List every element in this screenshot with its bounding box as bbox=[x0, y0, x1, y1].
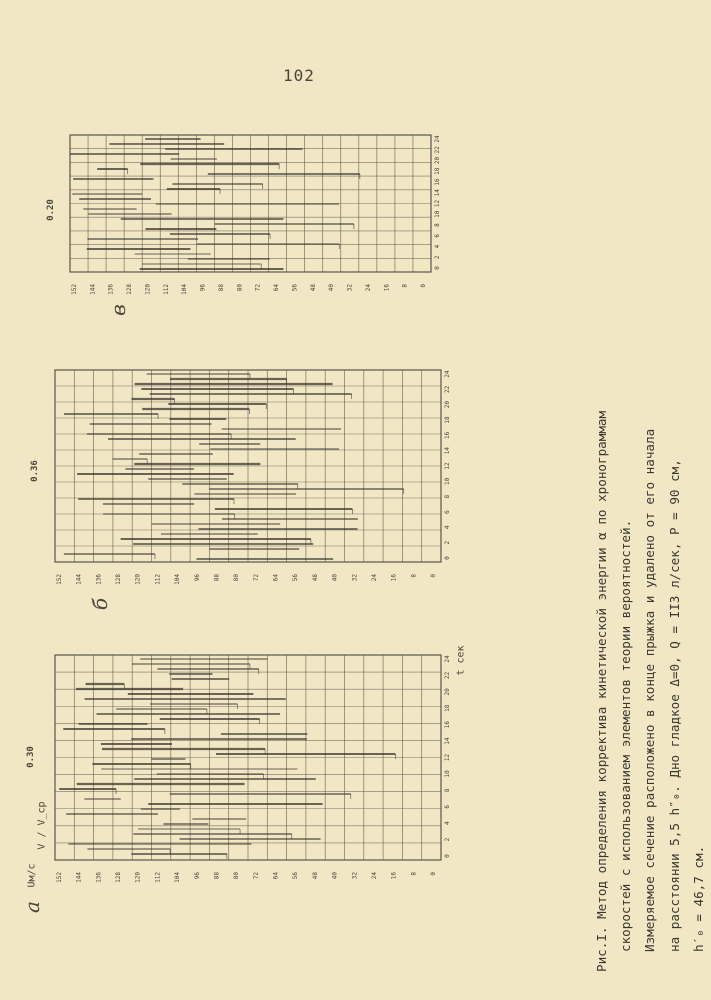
v-tick-label: 88 bbox=[213, 574, 221, 582]
panel-label-b: б bbox=[88, 597, 113, 611]
t-tick-label: 4 bbox=[444, 525, 451, 530]
v-tick-label: 152 bbox=[56, 574, 63, 585]
v-tick-label: 72 bbox=[252, 574, 260, 582]
t-tick-label: 22 bbox=[444, 671, 451, 680]
t-tick-label: 12 bbox=[444, 462, 451, 470]
t-tick-label: 16 bbox=[444, 721, 451, 729]
t-tick-label: 2 bbox=[434, 255, 441, 260]
v-tick-label: 80 bbox=[233, 574, 241, 582]
v-tick-label: 48 bbox=[309, 284, 317, 292]
t-tick-label: 0 bbox=[434, 266, 441, 270]
t-tick-label: 20 bbox=[444, 401, 451, 409]
v-tick-label: 40 bbox=[331, 872, 339, 880]
v-tick-label: 136 bbox=[107, 284, 115, 295]
v-tick-label: 88 bbox=[213, 872, 221, 880]
v-tick-label: 24 bbox=[370, 574, 378, 582]
v-tick-label: 88 bbox=[217, 284, 225, 292]
caption-line-5: h′₀ = 46,7 см. bbox=[690, 845, 706, 952]
t-tick-label: 18 bbox=[434, 167, 441, 175]
t-tick-label: 8 bbox=[444, 788, 451, 793]
v-tick-label: 120 bbox=[134, 872, 142, 883]
t-tick-label: 0 bbox=[444, 854, 451, 858]
v-tick-label: 0 bbox=[430, 872, 437, 876]
v-tick-label: 0 bbox=[420, 284, 427, 288]
chronogram-b bbox=[55, 370, 455, 585]
t-tick-label: 22 bbox=[434, 146, 441, 154]
v-tick-label: 48 bbox=[311, 872, 319, 880]
t-tick-label: 8 bbox=[444, 494, 451, 499]
v-tick-label: 8 bbox=[410, 872, 418, 876]
t-tick-label: 16 bbox=[444, 431, 451, 439]
v-tick-label: 144 bbox=[75, 574, 83, 585]
panel-value-a: 0.30 bbox=[25, 746, 36, 768]
axis-v-a: V / V_cp bbox=[36, 801, 48, 850]
v-tick-label: 104 bbox=[181, 284, 189, 295]
panel-label-a: а bbox=[19, 901, 44, 913]
v-tick-label: 136 bbox=[95, 574, 103, 585]
v-tick-label: 56 bbox=[292, 872, 300, 880]
chronogram-a bbox=[55, 655, 455, 883]
t-tick-label: 4 bbox=[434, 244, 441, 249]
panel-value-b: 0.36 bbox=[29, 460, 40, 482]
caption-line-2: скоростей с использованием элементов теории вероятностей. bbox=[618, 519, 634, 952]
v-tick-label: 64 bbox=[272, 872, 280, 880]
v-tick-label: 136 bbox=[95, 872, 103, 883]
v-tick-label: 96 bbox=[193, 872, 201, 880]
caption-line-4: на расстоянии 5,5 h″₀. Дно гладкое Δ=0, Q = II3 л/сек, P = 90 см, bbox=[666, 459, 682, 952]
v-tick-label: 96 bbox=[199, 284, 207, 292]
t-tick-label: 0 bbox=[444, 556, 451, 560]
caption-line-1: Рис.I. Метод определения корректива кинетической энергии α по хронограммам bbox=[594, 410, 609, 972]
chronogram-c bbox=[70, 135, 445, 295]
v-tick-label: 64 bbox=[273, 284, 281, 292]
v-tick-label: 152 bbox=[56, 872, 63, 883]
panel-value-c: 0.20 bbox=[45, 199, 56, 221]
t-tick-label: 18 bbox=[444, 704, 451, 712]
t-tick-label: 4 bbox=[444, 821, 451, 825]
v-tick-label: 120 bbox=[144, 284, 152, 295]
v-tick-label: 56 bbox=[292, 574, 300, 582]
v-tick-label: 32 bbox=[346, 284, 354, 292]
v-tick-label: 152 bbox=[71, 284, 78, 295]
v-tick-label: 128 bbox=[126, 284, 134, 295]
t-tick-label: 8 bbox=[434, 223, 441, 227]
v-tick-label: 144 bbox=[75, 872, 83, 883]
v-tick-label: 16 bbox=[390, 574, 398, 582]
v-tick-label: 0 bbox=[430, 574, 437, 578]
page-number: 102 bbox=[283, 66, 315, 85]
v-tick-label: 80 bbox=[236, 284, 244, 292]
t-tick-label: 6 bbox=[444, 804, 451, 809]
t-tick-label: 10 bbox=[444, 770, 451, 778]
t-tick-label: 6 bbox=[444, 510, 451, 514]
axis-u-a: Uм/с bbox=[26, 863, 38, 888]
t-tick-label: 18 bbox=[444, 416, 451, 424]
v-tick-label: 104 bbox=[174, 872, 182, 883]
v-tick-label: 8 bbox=[401, 284, 409, 288]
t-tick-label: 24 bbox=[434, 135, 441, 143]
t-tick-label: 20 bbox=[444, 688, 451, 696]
t-tick-label: 22 bbox=[444, 385, 451, 393]
t-tick-label: 14 bbox=[444, 447, 451, 455]
v-tick-label: 32 bbox=[351, 574, 359, 582]
t-tick-label: 10 bbox=[434, 210, 441, 218]
axis-t-a: t сек bbox=[455, 645, 467, 676]
v-tick-label: 120 bbox=[134, 574, 142, 585]
v-tick-label: 32 bbox=[351, 872, 359, 880]
v-tick-label: 56 bbox=[291, 284, 299, 292]
v-tick-label: 24 bbox=[364, 284, 372, 292]
v-tick-label: 40 bbox=[331, 574, 339, 582]
t-tick-label: 12 bbox=[444, 753, 451, 762]
v-tick-label: 80 bbox=[233, 872, 241, 880]
t-tick-label: 14 bbox=[444, 737, 451, 745]
v-tick-label: 72 bbox=[254, 284, 262, 292]
v-tick-label: 16 bbox=[383, 284, 391, 292]
v-tick-label: 128 bbox=[115, 872, 123, 883]
t-tick-label: 14 bbox=[434, 189, 441, 197]
t-tick-label: 12 bbox=[434, 199, 441, 208]
t-tick-label: 10 bbox=[444, 477, 451, 485]
v-tick-label: 96 bbox=[193, 574, 201, 582]
caption-line-3: Измеряемое сечение расположено в конце прыжка и удалено от его начала bbox=[642, 428, 658, 952]
t-tick-label: 6 bbox=[434, 233, 441, 238]
t-tick-label: 2 bbox=[444, 837, 451, 842]
v-tick-label: 64 bbox=[272, 574, 280, 582]
v-tick-label: 144 bbox=[89, 284, 97, 295]
figure-caption bbox=[590, 132, 711, 972]
v-tick-label: 112 bbox=[154, 872, 162, 883]
v-tick-label: 112 bbox=[162, 284, 170, 295]
t-tick-label: 24 bbox=[444, 370, 451, 378]
v-tick-label: 16 bbox=[390, 872, 398, 880]
v-tick-label: 128 bbox=[115, 574, 123, 585]
v-tick-label: 104 bbox=[174, 574, 182, 585]
panel-label-c: в bbox=[105, 304, 130, 316]
v-tick-label: 8 bbox=[410, 574, 418, 578]
v-tick-label: 72 bbox=[252, 872, 260, 880]
v-tick-label: 112 bbox=[154, 574, 162, 585]
t-tick-label: 24 bbox=[444, 655, 451, 663]
v-tick-label: 24 bbox=[370, 872, 378, 880]
v-tick-label: 48 bbox=[311, 574, 319, 582]
t-tick-label: 20 bbox=[434, 156, 441, 165]
t-tick-label: 16 bbox=[434, 178, 441, 186]
t-tick-label: 2 bbox=[444, 540, 451, 545]
v-tick-label: 40 bbox=[328, 284, 336, 292]
